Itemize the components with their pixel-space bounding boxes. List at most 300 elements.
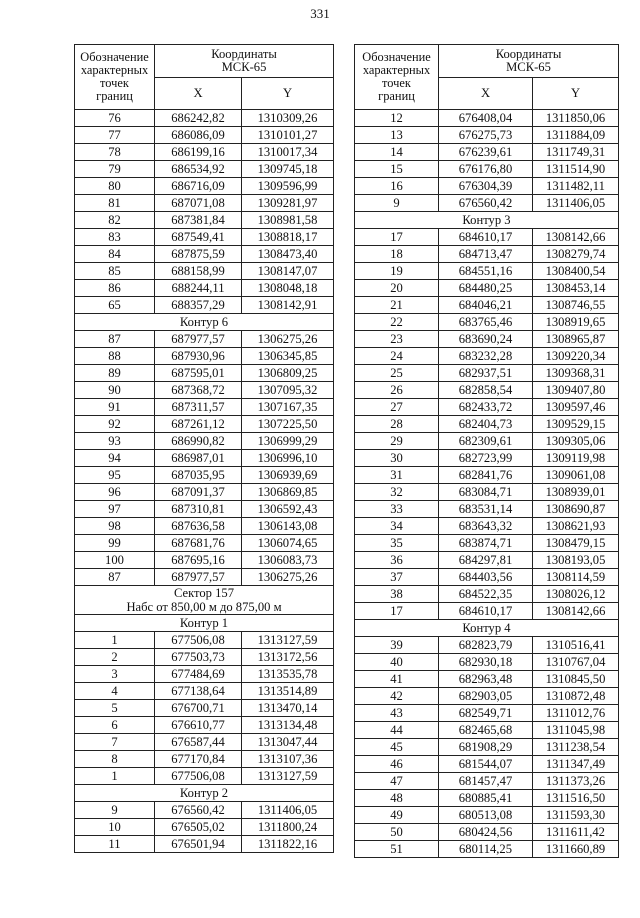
point-number-cell: 87 — [75, 569, 155, 586]
x-coordinate-cell: 684403,56 — [439, 569, 533, 586]
point-number-cell: 95 — [75, 467, 155, 484]
x-coordinate-cell: 676408,04 — [439, 110, 533, 127]
y-coordinate-cell: 1306996,10 — [242, 450, 334, 467]
table-row — [355, 739, 619, 756]
point-number-cell: 44 — [355, 722, 439, 739]
point-number-cell: 26 — [355, 382, 439, 399]
point-number-cell: 38 — [355, 586, 439, 603]
x-coordinate-cell: 684522,35 — [439, 586, 533, 603]
table-row — [355, 756, 619, 773]
contour-title: Контур 6 — [75, 314, 334, 331]
point-number-cell: 31 — [355, 467, 439, 484]
table-row — [75, 195, 334, 212]
y-coordinate-cell: 1311593,30 — [533, 807, 619, 824]
y-coordinate-cell: 1313127,59 — [242, 768, 334, 785]
point-number-cell: 89 — [75, 365, 155, 382]
page-number: 331 — [310, 6, 330, 21]
y-coordinate-cell: 1311406,05 — [242, 802, 334, 819]
x-coordinate-cell: 682823,79 — [439, 637, 533, 654]
y-coordinate-cell: 1306939,69 — [242, 467, 334, 484]
x-coordinate-cell: 686534,92 — [155, 161, 242, 178]
y-coordinate-cell: 1308690,87 — [533, 501, 619, 518]
x-coordinate-cell: 687595,01 — [155, 365, 242, 382]
y-coordinate-cell: 1308114,59 — [533, 569, 619, 586]
header-coordinates: Координаты МСК-65 — [439, 45, 619, 78]
point-number-cell: 79 — [75, 161, 155, 178]
y-coordinate-cell: 1308142,66 — [533, 603, 619, 620]
point-number-cell: 65 — [75, 297, 155, 314]
point-number-cell: 87 — [75, 331, 155, 348]
y-coordinate-cell: 1309281,97 — [242, 195, 334, 212]
point-number-cell: 46 — [355, 756, 439, 773]
point-number-cell: 94 — [75, 450, 155, 467]
y-coordinate-cell: 1308279,74 — [533, 246, 619, 263]
point-number-cell: 10 — [75, 819, 155, 836]
x-coordinate-cell: 684610,17 — [439, 229, 533, 246]
table-row — [75, 348, 334, 365]
x-coordinate-cell: 682465,68 — [439, 722, 533, 739]
y-coordinate-cell: 1308746,55 — [533, 297, 619, 314]
y-coordinate-cell: 1309368,31 — [533, 365, 619, 382]
point-number-cell: 49 — [355, 807, 439, 824]
table-row — [355, 450, 619, 467]
header-y: Y — [533, 77, 619, 110]
y-coordinate-cell: 1306143,08 — [242, 518, 334, 535]
y-coordinate-cell: 1308453,14 — [533, 280, 619, 297]
table-row — [75, 518, 334, 535]
y-coordinate-cell: 1311238,54 — [533, 739, 619, 756]
table-row — [355, 807, 619, 824]
point-number-cell: 42 — [355, 688, 439, 705]
y-coordinate-cell: 1309407,80 — [533, 382, 619, 399]
x-coordinate-cell: 687035,95 — [155, 467, 242, 484]
y-coordinate-cell: 1311012,76 — [533, 705, 619, 722]
point-number-cell: 12 — [355, 110, 439, 127]
y-coordinate-cell: 1311611,42 — [533, 824, 619, 841]
x-coordinate-cell: 677503,73 — [155, 649, 242, 666]
point-number-cell: 2 — [75, 649, 155, 666]
point-number-cell: 28 — [355, 416, 439, 433]
point-number-cell: 17 — [355, 229, 439, 246]
x-coordinate-cell: 684297,81 — [439, 552, 533, 569]
x-coordinate-cell: 676505,02 — [155, 819, 242, 836]
point-number-cell: 81 — [75, 195, 155, 212]
table-row — [355, 824, 619, 841]
y-coordinate-cell: 1311516,50 — [533, 790, 619, 807]
x-coordinate-cell: 687381,84 — [155, 212, 242, 229]
point-number-cell: 1 — [75, 632, 155, 649]
header-point-label: Обозначение характерных точек границ — [355, 45, 439, 110]
point-number-cell: 6 — [75, 717, 155, 734]
point-number-cell: 85 — [75, 263, 155, 280]
table-row — [75, 717, 334, 734]
y-coordinate-cell: 1308965,87 — [533, 331, 619, 348]
table-row — [355, 773, 619, 790]
y-coordinate-cell: 1307167,35 — [242, 399, 334, 416]
x-coordinate-cell: 682433,72 — [439, 399, 533, 416]
x-coordinate-cell: 677506,08 — [155, 632, 242, 649]
point-number-cell: 51 — [355, 841, 439, 858]
point-number-cell: 24 — [355, 348, 439, 365]
y-coordinate-cell: 1310767,04 — [533, 654, 619, 671]
y-coordinate-cell: 1308142,66 — [533, 229, 619, 246]
x-coordinate-cell: 676700,71 — [155, 700, 242, 717]
y-coordinate-cell: 1311850,06 — [533, 110, 619, 127]
header-x: X — [155, 77, 242, 110]
y-coordinate-cell: 1308621,93 — [533, 518, 619, 535]
table-row — [75, 178, 334, 195]
y-coordinate-cell: 1311660,89 — [533, 841, 619, 858]
contour-title: Контур 1 — [75, 615, 334, 632]
x-coordinate-cell: 687636,58 — [155, 518, 242, 535]
x-coordinate-cell: 686716,09 — [155, 178, 242, 195]
y-coordinate-cell: 1309220,34 — [533, 348, 619, 365]
y-coordinate-cell: 1311822,16 — [242, 836, 334, 853]
table-row — [75, 467, 334, 484]
y-coordinate-cell: 1311514,90 — [533, 161, 619, 178]
table-row — [75, 399, 334, 416]
point-number-cell: 21 — [355, 297, 439, 314]
table-row — [355, 178, 619, 195]
x-coordinate-cell: 687261,12 — [155, 416, 242, 433]
y-coordinate-cell: 1306999,29 — [242, 433, 334, 450]
x-coordinate-cell: 683232,28 — [439, 348, 533, 365]
x-coordinate-cell: 687681,76 — [155, 535, 242, 552]
table-row — [75, 331, 334, 348]
section-row — [355, 212, 619, 229]
y-coordinate-cell: 1311045,98 — [533, 722, 619, 739]
table-row — [355, 569, 619, 586]
y-coordinate-cell: 1306345,85 — [242, 348, 334, 365]
table-row — [75, 229, 334, 246]
point-number-cell: 35 — [355, 535, 439, 552]
table-row — [355, 671, 619, 688]
point-number-cell: 82 — [75, 212, 155, 229]
table-row — [75, 649, 334, 666]
table-row — [75, 819, 334, 836]
point-number-cell: 20 — [355, 280, 439, 297]
table-row — [75, 768, 334, 785]
table-row — [355, 688, 619, 705]
point-number-cell: 23 — [355, 331, 439, 348]
table-row — [355, 586, 619, 603]
point-number-cell: 91 — [75, 399, 155, 416]
y-coordinate-cell: 1309597,46 — [533, 399, 619, 416]
point-number-cell: 15 — [355, 161, 439, 178]
x-coordinate-cell: 686242,82 — [155, 110, 242, 127]
y-coordinate-cell: 1310309,26 — [242, 110, 334, 127]
header-y: Y — [242, 77, 334, 110]
table-row — [75, 569, 334, 586]
point-number-cell: 30 — [355, 450, 439, 467]
point-number-cell: 8 — [75, 751, 155, 768]
point-number-cell: 37 — [355, 569, 439, 586]
point-number-cell: 84 — [75, 246, 155, 263]
y-coordinate-cell: 1308818,17 — [242, 229, 334, 246]
table-row — [355, 195, 619, 212]
point-number-cell: 3 — [75, 666, 155, 683]
table-row — [75, 144, 334, 161]
table-row — [355, 399, 619, 416]
y-coordinate-cell: 1309596,99 — [242, 178, 334, 195]
y-coordinate-cell: 1311482,11 — [533, 178, 619, 195]
point-number-cell: 27 — [355, 399, 439, 416]
table-row — [355, 637, 619, 654]
table-row — [75, 751, 334, 768]
point-number-cell: 48 — [355, 790, 439, 807]
point-number-cell: 11 — [75, 836, 155, 853]
table-row — [355, 127, 619, 144]
table-row — [75, 416, 334, 433]
table-row — [75, 802, 334, 819]
y-coordinate-cell: 1313514,89 — [242, 683, 334, 700]
point-number-cell: 13 — [355, 127, 439, 144]
table-row — [355, 382, 619, 399]
section-row — [75, 314, 334, 331]
x-coordinate-cell: 687091,37 — [155, 484, 242, 501]
y-coordinate-cell: 1307225,50 — [242, 416, 334, 433]
y-coordinate-cell: 1310101,27 — [242, 127, 334, 144]
x-coordinate-cell: 683643,32 — [439, 518, 533, 535]
x-coordinate-cell: 682723,99 — [439, 450, 533, 467]
x-coordinate-cell: 688244,11 — [155, 280, 242, 297]
x-coordinate-cell: 687311,57 — [155, 399, 242, 416]
point-number-cell: 5 — [75, 700, 155, 717]
header-x: X — [439, 77, 533, 110]
point-number-cell: 4 — [75, 683, 155, 700]
table-row — [355, 841, 619, 858]
table-row — [75, 246, 334, 263]
y-coordinate-cell: 1308400,54 — [533, 263, 619, 280]
y-coordinate-cell: 1308981,58 — [242, 212, 334, 229]
y-coordinate-cell: 1308147,07 — [242, 263, 334, 280]
y-coordinate-cell: 1309061,08 — [533, 467, 619, 484]
point-number-cell: 36 — [355, 552, 439, 569]
point-number-cell: 18 — [355, 246, 439, 263]
x-coordinate-cell: 680114,25 — [439, 841, 533, 858]
y-coordinate-cell: 1310017,34 — [242, 144, 334, 161]
point-number-cell: 47 — [355, 773, 439, 790]
table-row — [355, 331, 619, 348]
x-coordinate-cell: 680885,41 — [439, 790, 533, 807]
y-coordinate-cell: 1311406,05 — [533, 195, 619, 212]
table-row — [355, 433, 619, 450]
table-row — [75, 484, 334, 501]
table-row — [355, 365, 619, 382]
x-coordinate-cell: 682549,71 — [439, 705, 533, 722]
table-row — [75, 212, 334, 229]
x-coordinate-cell: 681544,07 — [439, 756, 533, 773]
x-coordinate-cell: 676610,77 — [155, 717, 242, 734]
x-coordinate-cell: 687071,08 — [155, 195, 242, 212]
table-row — [75, 734, 334, 751]
y-coordinate-cell: 1313172,56 — [242, 649, 334, 666]
x-coordinate-cell: 683874,71 — [439, 535, 533, 552]
x-coordinate-cell: 686086,09 — [155, 127, 242, 144]
point-number-cell: 98 — [75, 518, 155, 535]
point-number-cell: 90 — [75, 382, 155, 399]
table-row — [355, 790, 619, 807]
table-row — [75, 501, 334, 518]
x-coordinate-cell: 684046,21 — [439, 297, 533, 314]
x-coordinate-cell: 676176,80 — [439, 161, 533, 178]
x-coordinate-cell: 684551,16 — [439, 263, 533, 280]
point-number-cell: 76 — [75, 110, 155, 127]
table-row — [75, 263, 334, 280]
x-coordinate-cell: 687549,41 — [155, 229, 242, 246]
point-number-cell: 34 — [355, 518, 439, 535]
point-number-cell: 99 — [75, 535, 155, 552]
table-row — [75, 110, 334, 127]
y-coordinate-cell: 1310845,50 — [533, 671, 619, 688]
point-number-cell: 16 — [355, 178, 439, 195]
table-row — [355, 654, 619, 671]
table-body-left — [75, 110, 334, 853]
point-number-cell: 50 — [355, 824, 439, 841]
table-row — [355, 705, 619, 722]
y-coordinate-cell: 1309119,98 — [533, 450, 619, 467]
y-coordinate-cell: 1306083,73 — [242, 552, 334, 569]
table-row — [355, 161, 619, 178]
table-row — [355, 110, 619, 127]
contour-title: Контур 4 — [355, 620, 619, 637]
table-row — [355, 246, 619, 263]
point-number-cell: 100 — [75, 552, 155, 569]
y-coordinate-cell: 1308919,65 — [533, 314, 619, 331]
x-coordinate-cell: 676587,44 — [155, 734, 242, 751]
y-coordinate-cell: 1311373,26 — [533, 773, 619, 790]
point-number-cell: 78 — [75, 144, 155, 161]
y-coordinate-cell: 1308939,01 — [533, 484, 619, 501]
x-coordinate-cell: 676239,61 — [439, 144, 533, 161]
y-coordinate-cell: 1311884,09 — [533, 127, 619, 144]
x-coordinate-cell: 682404,73 — [439, 416, 533, 433]
table-row — [75, 365, 334, 382]
x-coordinate-cell: 684480,25 — [439, 280, 533, 297]
x-coordinate-cell: 676501,94 — [155, 836, 242, 853]
table-row — [355, 552, 619, 569]
x-coordinate-cell: 683690,24 — [439, 331, 533, 348]
x-coordinate-cell: 683765,46 — [439, 314, 533, 331]
sector-title — [75, 586, 334, 615]
y-coordinate-cell: 1306074,65 — [242, 535, 334, 552]
table-row — [75, 280, 334, 297]
table-row — [355, 314, 619, 331]
table-row — [355, 484, 619, 501]
table-row — [355, 722, 619, 739]
point-number-cell: 32 — [355, 484, 439, 501]
table-row — [355, 535, 619, 552]
x-coordinate-cell: 677138,64 — [155, 683, 242, 700]
coordinates-table-left — [74, 44, 334, 853]
point-number-cell: 1 — [75, 768, 155, 785]
point-number-cell: 17 — [355, 603, 439, 620]
y-coordinate-cell: 1306809,25 — [242, 365, 334, 382]
contour-title: Контур 3 — [355, 212, 619, 229]
header-coordinates: Координаты МСК-65 — [155, 45, 334, 78]
x-coordinate-cell: 681908,29 — [439, 739, 533, 756]
y-coordinate-cell: 1309745,18 — [242, 161, 334, 178]
x-coordinate-cell: 686990,82 — [155, 433, 242, 450]
y-coordinate-cell: 1308048,18 — [242, 280, 334, 297]
x-coordinate-cell: 687368,72 — [155, 382, 242, 399]
x-coordinate-cell: 680513,08 — [439, 807, 533, 824]
point-number-cell: 92 — [75, 416, 155, 433]
table-row — [75, 161, 334, 178]
point-number-cell: 96 — [75, 484, 155, 501]
point-number-cell: 77 — [75, 127, 155, 144]
y-coordinate-cell: 1313134,48 — [242, 717, 334, 734]
y-coordinate-cell: 1313107,36 — [242, 751, 334, 768]
y-coordinate-cell: 1306275,26 — [242, 569, 334, 586]
point-number-cell: 86 — [75, 280, 155, 297]
table-row — [75, 433, 334, 450]
y-coordinate-cell: 1306592,43 — [242, 501, 334, 518]
x-coordinate-cell: 676560,42 — [155, 802, 242, 819]
x-coordinate-cell: 687930,96 — [155, 348, 242, 365]
point-number-cell: 80 — [75, 178, 155, 195]
x-coordinate-cell: 684713,47 — [439, 246, 533, 263]
x-coordinate-cell: 688158,99 — [155, 263, 242, 280]
table-row — [355, 518, 619, 535]
header-point-label: Обозначение характерных точек границ — [75, 45, 155, 110]
x-coordinate-cell: 683531,14 — [439, 501, 533, 518]
table-row — [75, 666, 334, 683]
table-row — [75, 297, 334, 314]
y-coordinate-cell: 1311749,31 — [533, 144, 619, 161]
x-coordinate-cell: 682309,61 — [439, 433, 533, 450]
x-coordinate-cell: 687310,81 — [155, 501, 242, 518]
x-coordinate-cell: 682841,76 — [439, 467, 533, 484]
x-coordinate-cell: 686987,01 — [155, 450, 242, 467]
table-row — [355, 263, 619, 280]
x-coordinate-cell: 677506,08 — [155, 768, 242, 785]
point-number-cell: 33 — [355, 501, 439, 518]
table-row — [75, 127, 334, 144]
y-coordinate-cell: 1311800,24 — [242, 819, 334, 836]
y-coordinate-cell: 1308479,15 — [533, 535, 619, 552]
point-number-cell: 43 — [355, 705, 439, 722]
table-row — [75, 382, 334, 399]
y-coordinate-cell: 1313535,78 — [242, 666, 334, 683]
x-coordinate-cell: 682937,51 — [439, 365, 533, 382]
point-number-cell: 25 — [355, 365, 439, 382]
x-coordinate-cell: 682903,05 — [439, 688, 533, 705]
y-coordinate-cell: 1309305,06 — [533, 433, 619, 450]
point-number-cell: 29 — [355, 433, 439, 450]
y-coordinate-cell: 1306869,85 — [242, 484, 334, 501]
x-coordinate-cell: 687977,57 — [155, 331, 242, 348]
x-coordinate-cell: 682930,18 — [439, 654, 533, 671]
point-number-cell: 97 — [75, 501, 155, 518]
y-coordinate-cell: 1308026,12 — [533, 586, 619, 603]
y-coordinate-cell: 1313047,44 — [242, 734, 334, 751]
point-number-cell: 88 — [75, 348, 155, 365]
table-row — [75, 836, 334, 853]
table-row — [75, 683, 334, 700]
table-row — [355, 501, 619, 518]
y-coordinate-cell: 1308142,91 — [242, 297, 334, 314]
point-number-cell: 83 — [75, 229, 155, 246]
x-coordinate-cell: 676304,39 — [439, 178, 533, 195]
x-coordinate-cell: 682858,54 — [439, 382, 533, 399]
y-coordinate-cell: 1309529,15 — [533, 416, 619, 433]
table-row — [355, 348, 619, 365]
point-number-cell: 22 — [355, 314, 439, 331]
y-coordinate-cell: 1311347,49 — [533, 756, 619, 773]
y-coordinate-cell: 1307095,32 — [242, 382, 334, 399]
table-row — [355, 229, 619, 246]
